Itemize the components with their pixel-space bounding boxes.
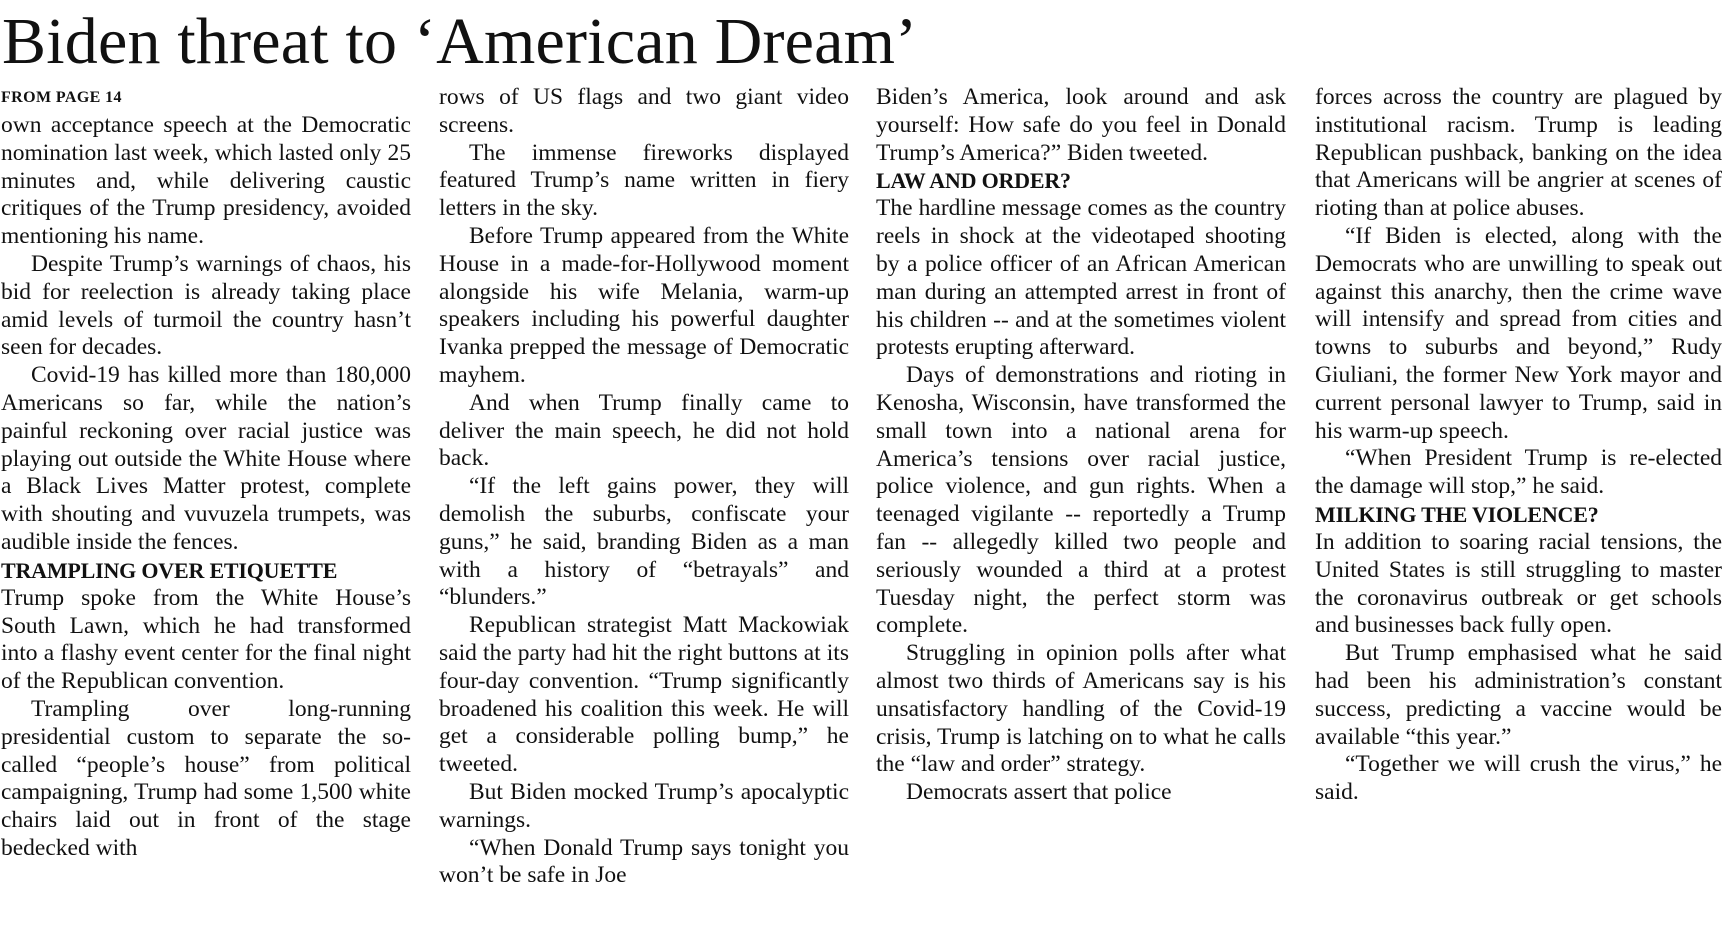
paragraph: Days of demonstrations and rioting in Kenosha, Wisconsin, have transformed the small town into a national arena for America’s tensions over racial justice, police violence, and gun rights. When a teenaged vigilante -- reportedly a Trump fan -- allegedly killed two people and seriously wounded a third at a protest Tuesday night, the perfect storm was complete. <box>876 362 1286 639</box>
subheading-milking-the-violence: MILKING THE VIOLENCE? <box>1315 501 1599 527</box>
paragraph: Despite Trump’s warnings of chaos, his bid for reelection is already taking place amid levels of turmoil the country hasn’t seen for decades. <box>1 250 411 361</box>
paragraph: Struggling in opinion polls after what almost two thirds of Americans say is his unsatisfactory handling of the Covid-19 crisis, Trump is latching on to what he calls the “law and order” strategy. <box>876 640 1286 778</box>
continuation-kicker: FROM PAGE 14 <box>1 89 122 106</box>
paragraph: “If the left gains power, they will demolish the suburbs, confiscate your guns,” he said, branding Biden as a man with a history of “betrayals” and “blunders.” <box>439 473 849 611</box>
paragraph: In addition to soaring racial tensions, the United States is still struggling to master the coronavirus outbreak or get schools and businesses back fully open. <box>1315 528 1722 639</box>
paragraph: “When President Trump is re-elected the damage will stop,” he said. <box>1315 445 1722 500</box>
paragraph: own acceptance speech at the Democratic nomination last week, which lasted only 25 minutes and, while delivering caustic critiques of the Trump presidency, avoided mentioning his name. <box>1 112 411 250</box>
paragraph: “Together we will crush the virus,” he said. <box>1315 751 1722 806</box>
headline: Biden threat to ‘American Dream’ <box>2 5 918 78</box>
paragraph: “When Donald Trump says tonight you won’t be safe in Joe <box>439 834 849 889</box>
paragraph: Republican strategist Matt Mackowiak said the party had hit the right buttons at its four-day convention. “Trump significantly broadened his coalition this week. He will get a considerable polling bump,” he tweeted. <box>439 612 849 778</box>
paragraph: “If Biden is elected, along with the Democrats who are unwilling to speak out against this anarchy, then the crime wave will intensify and spread from cities and towns to suburbs and beyond,” Rudy Giuliani, the former New York mayor and current personal lawyer to Trump, said in his warm-up speech. <box>1315 222 1722 444</box>
paragraph: And when Trump finally came to deliver the main speech, he did not hold back. <box>439 389 849 472</box>
subheading-trampling: TRAMPLING OVER ETIQUETTE <box>1 557 338 583</box>
paragraph: Biden’s America, look around and ask yourself: How safe do you feel in Donald Trump’s America?” Biden tweeted. <box>876 84 1286 166</box>
paragraph: But Trump emphasised what he said had been his administration’s constant success, predicting a vaccine would be available “this year.” <box>1315 640 1722 750</box>
paragraph: Trampling over long-running presidential custom to separate the so-called “people’s house” from political campaigning, Trump had some 1,500 white chairs laid out in front of the stage bedecked with <box>1 695 411 861</box>
paragraph: rows of US flags and two giant video screens. <box>439 84 849 138</box>
article-column-1 <box>1 84 411 949</box>
paragraph: The immense fireworks displayed featured Trump’s name written in fiery letters in the sky. <box>439 139 849 222</box>
paragraph: Before Trump appeared from the White House in a made-for-Hollywood moment alongside his wife Melania, warm-up speakers including his powerful daughter Ivanka prepped the message of Democratic mayhem. <box>439 222 849 388</box>
article-column-2 <box>439 84 849 949</box>
article-column-4 <box>1315 84 1722 949</box>
paragraph: Trump spoke from the White House’s South Lawn, which he had transformed into a flashy event center for the final night of the Republican convention. <box>1 584 411 695</box>
paragraph: The hardline message comes as the country reels in shock at the videotaped shooting by a police officer of an African American man during an attempted arrest in front of his children -- and at the sometimes violent protests erupting afterward. <box>876 195 1286 361</box>
paragraph: Covid-19 has killed more than 180,000 Americans so far, while the nation’s painful reckoning over racial justice was playing out outside the White House where a Black Lives Matter protest, complete with shouting and vuvuzela trumpets, was audible inside the fences. <box>1 362 411 555</box>
paragraph: forces across the country are plagued by institutional racism. Trump is leading Republican pushback, banking on the idea that Americans will be angrier at scenes of rioting than at police abuses. <box>1315 84 1722 222</box>
article-column-3 <box>876 84 1286 949</box>
paragraph: Democrats assert that police <box>906 779 1172 806</box>
subheading-law-and-order: LAW AND ORDER? <box>876 168 1071 194</box>
paragraph: But Biden mocked Trump’s apocalyptic warnings. <box>439 778 849 833</box>
